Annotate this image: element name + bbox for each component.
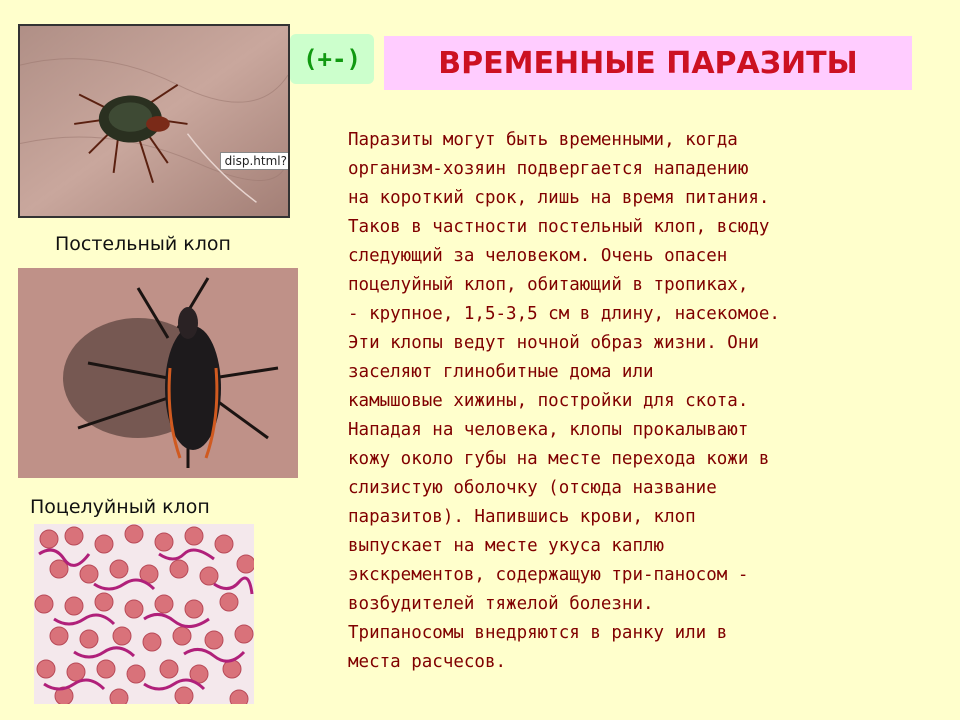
trypanosome-image	[34, 524, 254, 704]
body-line: Трипаносомы внедряются в ранку или в	[348, 623, 728, 643]
body-line: Паразиты могут быть временными, когда	[348, 130, 738, 150]
trypanosome-micrograph	[34, 524, 254, 704]
kissing-bug-image	[18, 268, 298, 478]
body-line: Таков в частности постельный клоп, всюду	[348, 217, 770, 237]
body-text	[348, 126, 888, 677]
body-line: Нападая на человека, клопы прокалывают	[348, 420, 749, 440]
body-line: организм-хозяин подвергается нападению	[348, 159, 749, 179]
kissing-bug-photo	[18, 268, 298, 478]
body-line: паразитов). Напившись крови, клоп	[348, 507, 696, 527]
body-line: кожу около губы на месте перехода кожи в	[348, 449, 770, 469]
body-line: заселяют глинобитные дома или	[348, 362, 654, 382]
url-overlay-label: disp.html?	[220, 152, 290, 170]
body-line: следующий за человеком. Очень опасен	[348, 246, 728, 266]
body-line: Эти клопы ведут ночной образ жизни. Они	[348, 333, 759, 353]
bedbug-photo	[18, 24, 290, 218]
body-line: - крупное, 1,5-3,5 см в длину, насекомое.	[348, 304, 780, 324]
bedbug-image	[20, 26, 288, 216]
slide-title: ВРЕМЕННЫЕ ПАРАЗИТЫ	[438, 45, 858, 81]
kissing-bug-caption: Поцелуйный клоп	[30, 496, 210, 518]
body-line: слизистую оболочку (отсюда название	[348, 478, 717, 498]
difficulty-badge: (+-)	[290, 34, 374, 84]
title-banner	[384, 36, 912, 90]
body-line: выпускает на месте укуса каплю	[348, 536, 665, 556]
body-line: на короткий срок, лишь на время питания.	[348, 188, 770, 208]
body-line: места расчесов.	[348, 652, 507, 672]
bedbug-caption: Постельный клоп	[55, 233, 231, 255]
body-line: экскрементов, содержащую три-паносом -	[348, 565, 749, 585]
body-line: возбудителей тяжелой болезни.	[348, 594, 654, 614]
body-line: поцелуйный клоп, обитающий в тропиках,	[348, 275, 749, 295]
body-line: камышовые хижины, постройки для скота.	[348, 391, 749, 411]
